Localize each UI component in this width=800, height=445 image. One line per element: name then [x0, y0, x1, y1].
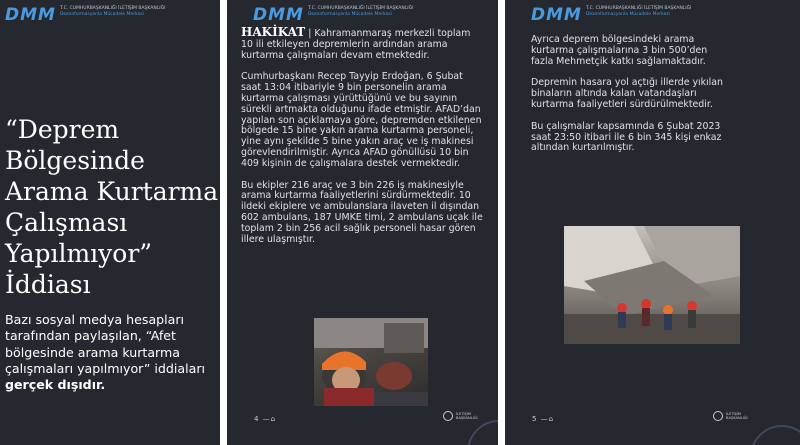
logo-mark: DMM: [5, 5, 56, 25]
seal-icon: [713, 411, 723, 421]
logo-line2: Dezenformasyonla Mücadele Merkezi: [585, 12, 670, 17]
dmm-logo: [253, 6, 413, 24]
ministry-line1: İLETİŞİM: [456, 411, 472, 416]
facts-paragraph: Cumhurbaşkanı Recep Tayyip Erdoğan, 6 Şubat saat 13:04 itibariyle 9 bin personelin arama kurtarma çalışması yürüttüğünü ve bu sayının sürekli artmakta olduğunu ifade etmiştir. AFAD’dan yapılan son açıklamaya göre, depremden etkilenen bölgede 15 bine yakın arama kurtarma personeli, yine aynı şekilde 5 bine yakın araç ve iş makinesi görevlendirilmiştir. Ayrıca AFAD gönüllüsü 10 bin 409 kişinin de çalışmalara destek vermektedir.: [241, 71, 482, 169]
page-number: 4 —⌂: [254, 415, 277, 423]
claim-verdict: gerçek dışıdır.: [5, 377, 106, 393]
ministry-logo: [713, 411, 748, 421]
decorative-arc: [750, 425, 800, 445]
ministry-line2: BAŞKANLIĞI: [456, 416, 478, 420]
logo-line2: Dezenformasyonla Mücadele Merkezi: [307, 12, 392, 17]
slide-facts-1: [227, 0, 498, 445]
seal-icon: [443, 411, 453, 421]
facts-paragraph: Ayrıca deprem bölgesindeki arama kurtarma çalışmalarına 3 bin 500’den fazla Mehmetçik katkı sağlamaktadır.: [531, 34, 708, 67]
dmm-logo: [5, 6, 165, 24]
facts-paragraph: Bu ekipler 216 araç ve 3 bin 226 iş makinesiyle arama kurtarma faaliyetlerini sürdürmektedir. 10 ildeki ekiplere ve ambulanslara ilaveten il dışından 602 ambulans, 187 UMKE timi, 2 ambulans uçak ile toplam 2 bin 256 acil sağlık personeli hasar gören illere ulaşmıştır.: [241, 179, 483, 245]
ministry-logo: [443, 411, 478, 421]
logo-line1: T.C. CUMHURBAŞKANLIĞI İLETİŞİM BAŞKANLIĞI: [59, 6, 166, 11]
facts-paragraph: [241, 27, 484, 61]
claim-intro-text: Bazı sosyal medya hesapları tarafından paylaşılan, “Afet bölgesinde arama kurtarma çalışmaları yapılmıyor” iddiaları: [5, 312, 205, 376]
decorative-arc: [467, 420, 498, 445]
ministry-line1: İLETİŞİM: [726, 411, 742, 416]
facts-paragraph: Depremin hasara yol açtığı illerde yıkılan binaların altında kalan vatandaşları kurtarma faaliyetleri sürdürülmektedir.: [531, 77, 723, 110]
claim-intro: [5, 312, 220, 393]
logo-line1: T.C. CUMHURBAŞKANLIĞI İLETİŞİM BAŞKANLIĞI: [585, 6, 692, 11]
fact-keyword: HAKİKAT: [241, 25, 306, 39]
logo-line1: T.C. CUMHURBAŞKANLIĞI İLETİŞİM BAŞKANLIĞI: [307, 6, 414, 11]
dmm-logo: [531, 6, 691, 24]
slide-cover: [0, 0, 220, 445]
logo-mark: DMM: [531, 5, 582, 25]
rescue-worker-photo: [314, 318, 428, 406]
facts-text: [531, 35, 731, 165]
logo-mark: DMM: [253, 5, 304, 25]
logo-line2: Dezenformasyonla Mücadele Merkezi: [59, 12, 144, 17]
claim-title: “Deprem Bölgesinde Arama Kurtarma Çalışması Yapılmıyor” İddiası: [5, 115, 219, 299]
facts-paragraph: Bu çalışmalar kapsamında 6 Şubat 2023 saat 23:50 itibari ile 6 bin 345 kişi enkaz altından kurtarılmıştır.: [531, 120, 722, 154]
fact-lead: | Kahramanmaraş merkezli toplam 10 ili etkileyen depremlerin ardından arama kurtarma çalışmaları devam etmektedir.: [241, 28, 471, 61]
page-number: 5 —⌂: [532, 415, 555, 423]
slide-facts-2: [505, 0, 800, 445]
collapsed-building-photo: [564, 226, 740, 344]
facts-text: [241, 27, 484, 256]
ministry-line2: BAŞKANLIĞI: [726, 416, 748, 420]
